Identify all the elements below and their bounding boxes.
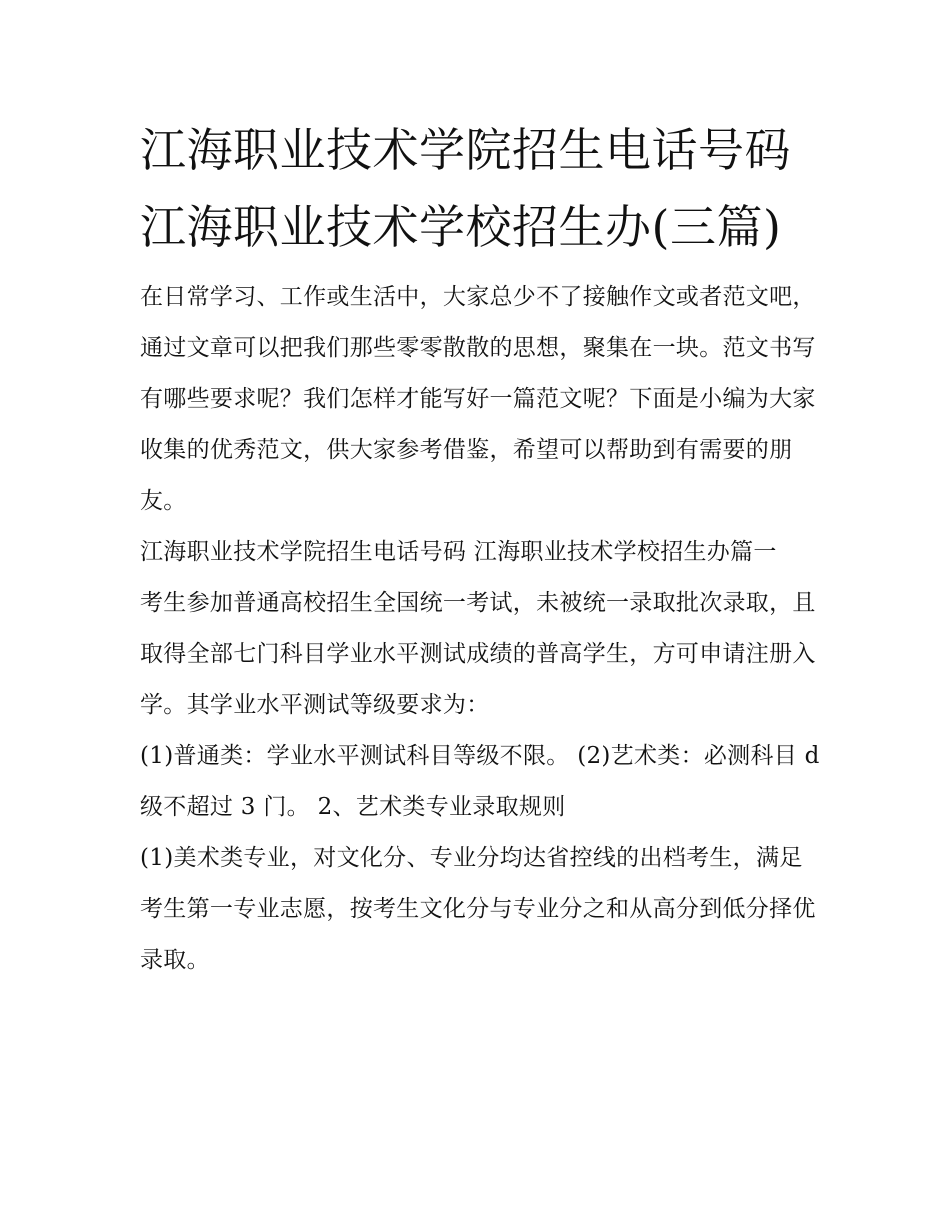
- document-title: 江海职业技术学院招生电话号码 江海职业技术学校招生办(三篇): [140, 123, 791, 254]
- document-body: [140, 272, 820, 986]
- section-heading: 江海职业技术学院招生电话号码 江海职业技术学校招生办篇一: [140, 539, 777, 565]
- document-page: [140, 112, 820, 986]
- admission-paragraph: 考生参加普通高校招生全国统一考试，未被统一录取批次录取，且取得全部七门科目学业水平测试成绩的普高学生，方可申请注册入学。其学业水平测试等级要求为：: [140, 590, 816, 718]
- intro-paragraph: 在日常学习、工作或生活中，大家总少不了接触作文或者范文吧，通过文章可以把我们那些零零散散的思想，聚集在一块。范文书写有哪些要求呢？我们怎样才能写好一篇范文呢？下面是小编为大家收集的优秀范文，供大家参考借鉴，希望可以帮助到有需要的朋友。: [140, 284, 816, 514]
- requirements-paragraph: (1)普通类：学业水平测试科目等级不限。 (2)艺术类：必测科目 d 级不超过 3 门。 2、艺术类专业录取规则: [140, 743, 820, 820]
- art-rules-paragraph: (1)美术类专业，对文化分、专业分均达省控线的出档考生，满足考生第一专业志愿，按考生文化分与专业分之和从高分到低分择优录取。: [140, 845, 816, 973]
